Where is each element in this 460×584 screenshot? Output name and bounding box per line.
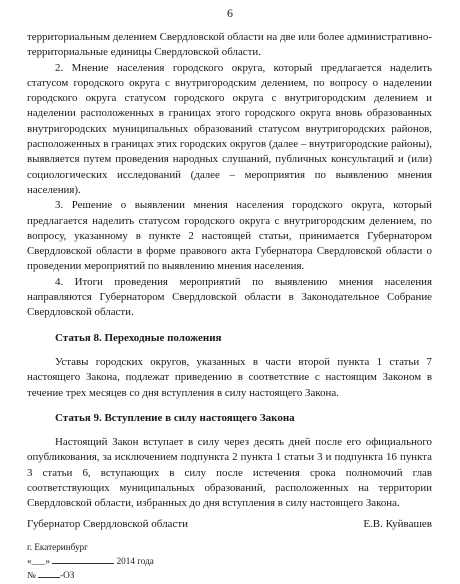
paragraph-4: 4. Итоги проведения мероприятий по выявлению мнения населения направляются Губернатором Свердловской области в Законодательное Собрание Свердловской области. [27, 275, 432, 319]
paragraph-3: 3. Решение о выявлении мнения населения городского округа, который предлагается наделить статусом городского округа с внутригородским делением, по вопросу, указанному в пункте 2 настоящей статьи, принимается Губернатором Свердловской области в форме правового акта Губернатора Свердловской области о проведении мероприятий по выявлению мнения населения. [27, 199, 432, 273]
page-number: 6 [227, 6, 233, 20]
footer-number [27, 568, 154, 582]
footer-date [27, 554, 154, 568]
footer-city: г. Екатеринбург [27, 542, 88, 552]
paragraph-continuation: территориальным делением Свердловской области на две или более административно-территориальные единицы Свердловской области. [27, 31, 432, 59]
date-year: 2014 года [116, 556, 154, 566]
date-day: «___» [27, 556, 50, 566]
number-sign: № [27, 570, 36, 580]
number-blank [38, 568, 60, 578]
article-9-text: Настоящий Закон вступает в силу через десять дней после его официального опубликования, за исключением подпункта 2 пункта 1 статьи 3 и подпункта 16 пункта 3 статьи 6, вступающих в силу после истечения срока полномочий глав соответствующих муниципальных образований, расположенных на территории Свердловской области, избранных до дня вступления в силу настоящего Закона. [27, 436, 432, 510]
paragraph-2: 2. Мнение населения городского округа, который предлагается наделить статусом городского округа с внутригородским делением, по вопросу о наделении городского округа статусом городского округа с внутригородским делением и наделении расположенных в границах этого городского округа вновь образованных внутригородских муниципальных образований статусом внутригородских районов, расположенных в границах этих городских округов (далее – внутригородские районы), выявляется путем проведения народных слушаний, публичных консультаций и (или) социологических исследований (далее – мероприятия по выявлению мнения населения). [27, 61, 432, 196]
number-suffix: -ОЗ [60, 570, 75, 580]
document-footer [27, 541, 154, 582]
signatory-name: Е.В. Куйвашев [363, 518, 432, 530]
signatory-title: Губернатор Свердловской области [27, 518, 189, 530]
article-9-heading: Статья 9. Вступление в силу настоящего Закона [55, 411, 295, 424]
signature-block [27, 518, 432, 530]
article-8-heading: Статья 8. Переходные положения [55, 331, 222, 344]
law-text [27, 30, 432, 512]
article-8-text: Уставы городских округов, указанных в части второй пункта 1 статьи 7 настоящего Закона, подлежат приведению в соответствие с настоящим Законом в течение трех месяцев со дня вступления в силу настоящего Закона. [27, 355, 432, 399]
date-month-blank [52, 554, 114, 564]
